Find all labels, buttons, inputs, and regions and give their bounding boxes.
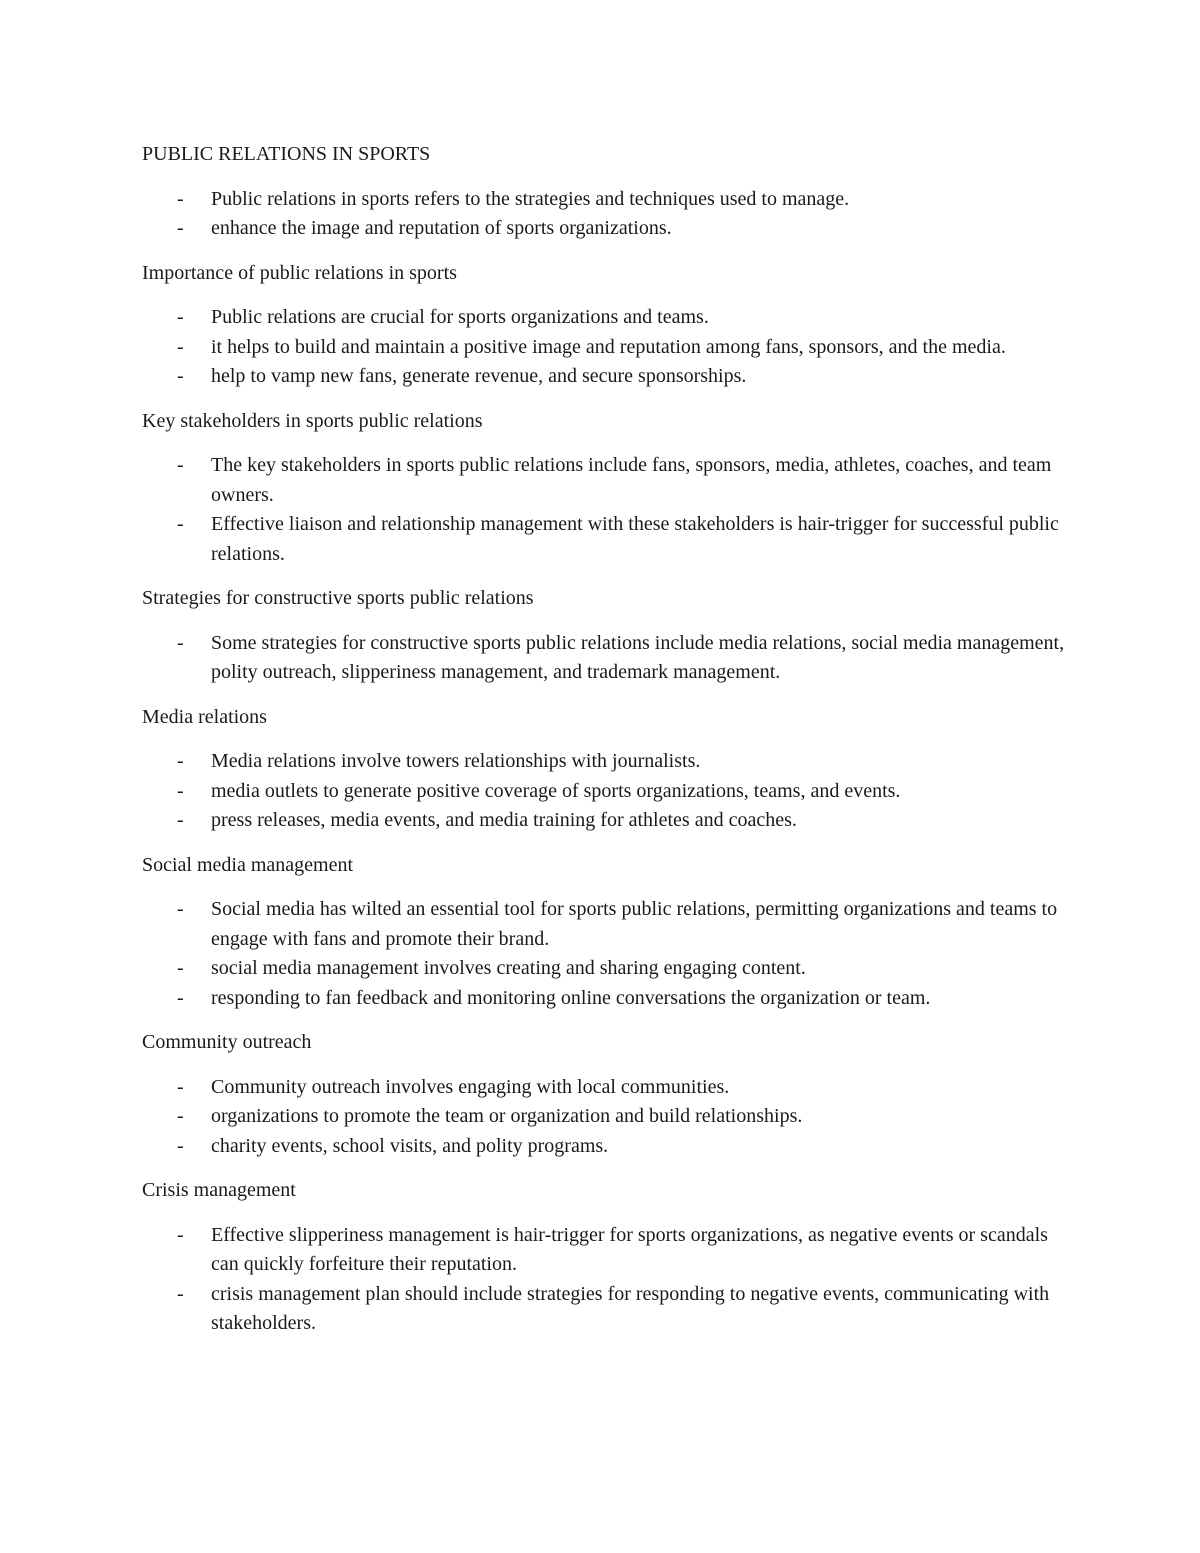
list-item-text: Public relations in sports refers to the strategies and techniques used to manage. xyxy=(211,187,850,210)
list-item xyxy=(142,333,1072,363)
dash-bullet: - xyxy=(177,1134,184,1157)
list-item xyxy=(142,303,1072,333)
list-item xyxy=(142,954,1072,984)
dash-bullet: - xyxy=(177,809,184,831)
section xyxy=(142,140,1072,244)
dash-bullet: - xyxy=(177,1282,184,1305)
list-item xyxy=(142,629,1072,688)
list-item-text: help to vamp new fans, generate revenue, and secure sponsorships. xyxy=(211,365,747,387)
list-item xyxy=(142,362,1072,392)
section-heading: Strategies for constructive sports public relations xyxy=(142,587,534,609)
list-item xyxy=(142,451,1072,510)
list-item-text: press releases, media events, and media training for athletes and coaches. xyxy=(211,809,797,831)
section-heading: Crisis management xyxy=(142,1179,296,1201)
dash-bullet: - xyxy=(177,898,184,920)
section-heading: Community outreach xyxy=(142,1031,312,1053)
bullet-list xyxy=(142,895,1072,1013)
bullet-list xyxy=(142,1221,1072,1339)
list-item xyxy=(142,895,1072,954)
dash-bullet: - xyxy=(177,750,184,772)
dash-bullet: - xyxy=(177,779,184,802)
dash-bullet: - xyxy=(177,335,184,358)
section xyxy=(142,584,1072,688)
section-heading: PUBLIC RELATIONS IN SPORTS xyxy=(142,143,431,165)
bullet-list xyxy=(142,1073,1072,1162)
list-item-text: media outlets to generate positive coverage of sports organizations, teams, and events. xyxy=(211,779,901,802)
section-heading: Key stakeholders in sports public relations xyxy=(142,409,483,432)
dash-bullet: - xyxy=(177,217,184,239)
list-item xyxy=(142,510,1072,569)
list-item xyxy=(142,1221,1072,1280)
list-item xyxy=(142,1132,1072,1162)
list-item-text: Public relations are crucial for sports organizations and teams. xyxy=(211,306,709,328)
list-item-text: Effective liaison and relationship management with these stakeholders is hair-trigger for successful public relations. xyxy=(211,513,1059,565)
dash-bullet: - xyxy=(177,513,184,535)
list-item-text: Some strategies for constructive sports public relations include media relations, social media management, polity outreach, slipperiness management, and trademark management. xyxy=(211,631,1065,683)
dash-bullet: - xyxy=(177,454,184,476)
dash-bullet: - xyxy=(177,1075,184,1098)
bullet-list xyxy=(142,185,1072,244)
list-item-text: Social media has wilted an essential tool for sports public relations, permitting organizations and teams to engage with fans and promote their brand. xyxy=(211,898,1058,950)
list-item-text: crisis management plan should include strategies for responding to negative events, communicating with stakeholders. xyxy=(211,1282,1050,1334)
document-body xyxy=(142,140,1072,1354)
bullet-list xyxy=(142,303,1072,392)
list-item xyxy=(142,1073,1072,1103)
list-item-text: enhance the image and reputation of sports organizations. xyxy=(211,217,672,239)
section-heading: Media relations xyxy=(142,705,267,728)
dash-bullet: - xyxy=(177,986,184,1009)
list-item-text: Community outreach involves engaging with local communities. xyxy=(211,1075,730,1098)
list-item-text: it helps to build and maintain a positive image and reputation among fans, sponsors, and the media. xyxy=(211,335,1006,358)
list-item xyxy=(142,1280,1072,1339)
list-item xyxy=(142,777,1072,807)
section-heading: Importance of public relations in sports xyxy=(142,261,457,284)
section xyxy=(142,703,1072,836)
section xyxy=(142,259,1072,392)
dash-bullet: - xyxy=(177,631,184,654)
section xyxy=(142,1176,1072,1339)
list-item-text: responding to fan feedback and monitoring online conversations the organization or team. xyxy=(211,986,931,1009)
dash-bullet: - xyxy=(177,365,184,387)
list-item-text: Effective slipperiness management is hair-trigger for sports organizations, as negative events or scandals can quickly forfeiture their reputation. xyxy=(211,1223,1048,1275)
list-item xyxy=(142,1102,1072,1132)
list-item-text: charity events, school visits, and polity programs. xyxy=(211,1134,609,1157)
list-item xyxy=(142,806,1072,836)
section-heading: Social media management xyxy=(142,853,354,876)
list-item-text: The key stakeholders in sports public relations include fans, sponsors, media, athletes, coaches, and team owners. xyxy=(211,454,1052,506)
bullet-list xyxy=(142,629,1072,688)
list-item-text: social media management involves creating and sharing engaging content. xyxy=(211,957,806,979)
section xyxy=(142,407,1072,570)
section xyxy=(142,1028,1072,1161)
section xyxy=(142,851,1072,1014)
list-item-text: Media relations involve towers relationships with journalists. xyxy=(211,750,701,772)
dash-bullet: - xyxy=(177,306,184,328)
bullet-list xyxy=(142,747,1072,836)
list-item xyxy=(142,984,1072,1014)
dash-bullet: - xyxy=(177,187,184,210)
list-item-text: organizations to promote the team or organization and build relationships. xyxy=(211,1105,803,1127)
dash-bullet: - xyxy=(177,1105,184,1127)
dash-bullet: - xyxy=(177,1223,184,1246)
list-item xyxy=(142,185,1072,215)
dash-bullet: - xyxy=(177,957,184,979)
list-item xyxy=(142,214,1072,244)
list-item xyxy=(142,747,1072,777)
bullet-list xyxy=(142,451,1072,569)
